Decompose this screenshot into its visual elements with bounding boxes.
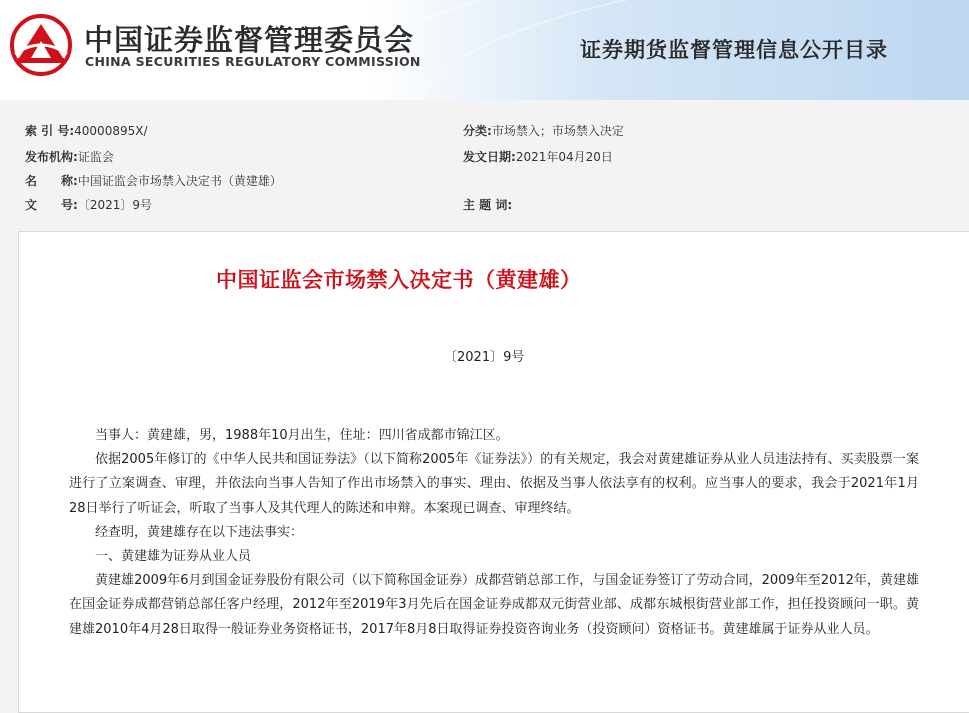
meta-docno-label: 文 号: [25,198,78,212]
meta-index [25,122,148,139]
metadata-panel [0,100,969,230]
meta-docno [25,196,152,213]
meta-category-value: 市场禁入；市场禁入决定 [491,124,624,138]
meta-index-value: 40000895X/ [74,124,148,138]
paragraph: 依据2005年修订的《中华人民共和国证券法》（以下简称2005年《证券法》）的有关规定，我会对黄建雄证券从业人员违法持有、买卖股票一案进行了立案调查、审理，并依法向当事人告知了作出市场禁入的事实、理由、依据及当事人依法享有的权利。应当事人的要求，我会于2021年1月28日举行了听证会，听取了当事人及其代理人的陈述和申辩。本案现已调查、审理终结。 [69,452,919,516]
paragraph: 当事人：黄建雄，男，1988年10月出生，住址：四川省成都市锦江区。 [95,428,509,443]
document-title: 中国证监会市场禁入决定书（黄建雄） [216,268,582,292]
site-title: 证券期货监督管理信息公开目录 [580,38,888,62]
meta-category-label: 分类: [463,124,492,138]
meta-subject-label: 主 题 词: [463,198,513,212]
meta-name-label: 名 称: [25,174,78,188]
meta-date-value: 2021年04月20日 [515,150,613,164]
meta-subject [463,196,512,213]
meta-docno-value: 〔2021〕9号 [77,198,152,212]
meta-name [25,172,282,189]
org-name-cn[interactable]: 中国证券监督管理委员会 [84,23,415,57]
meta-publisher [25,148,114,165]
meta-name-value: 中国证监会市场禁入决定书（黄建雄） [77,174,282,188]
meta-category [463,122,624,139]
paragraph: 经查明，黄建雄存在以下违法事实： [95,524,304,540]
meta-publisher-value: 证监会 [77,150,114,164]
meta-date-label: 发文日期: [463,150,516,164]
document-number: 〔2021〕9号 [444,350,525,365]
csrc-logo-icon[interactable] [10,14,72,76]
paragraph: 一、黄建雄为证券从业人员 [95,549,252,565]
meta-date [463,148,613,165]
org-name-en[interactable]: CHINA SECURITIES REGULATORY COMMISSION [85,54,421,69]
site-header [0,0,969,100]
paragraph: 黄建雄2009年6月到国金证券股份有限公司（以下简称国金证券）成都营销总部工作，与国金证券签订了劳动合同，2009年至2012年，黄建雄在国金证券成都营销总部任客户经理，2012年至2019年3月先后在国金证券成都双元街营业部、成都东城根街营业部工作，担任投资顾问一职。黄建雄2010年4月28日取得一般证券业务资格证书，2017年8月8日取得证券投资咨询业务（投资顾问）资格证书。黄建雄属于证券从业人员。 [69,573,919,637]
meta-index-label: 索 引 号: [25,124,75,138]
meta-publisher-label: 发布机构: [25,150,78,164]
document-card [18,231,969,713]
document-body [69,424,919,642]
